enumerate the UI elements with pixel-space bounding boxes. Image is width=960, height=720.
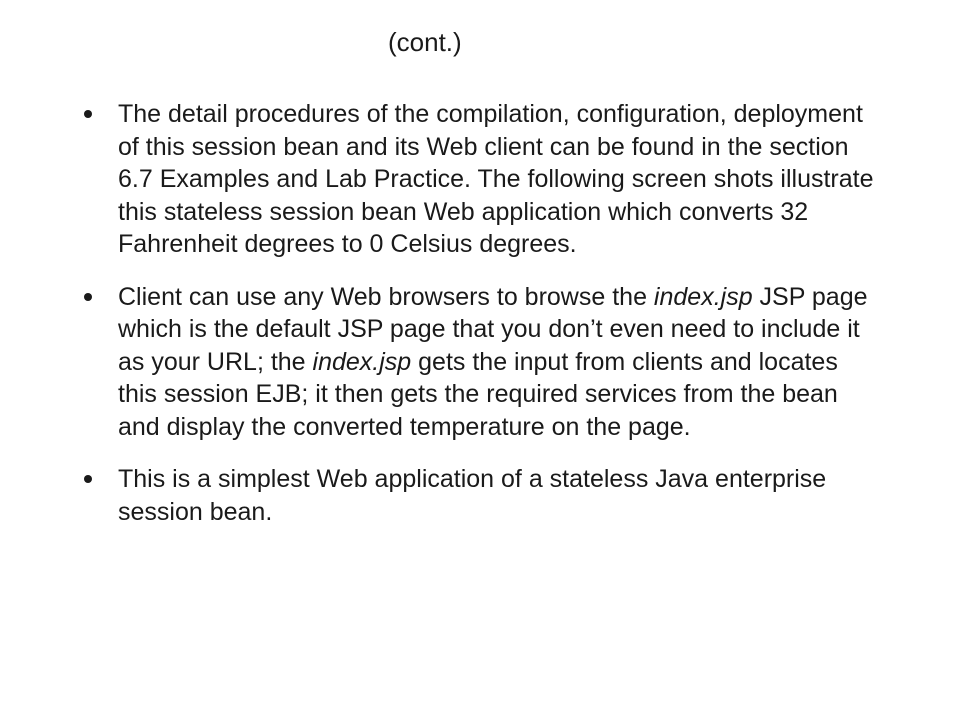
bullet-item-1 (84, 98, 874, 261)
slide-title: (cont.) (388, 27, 462, 57)
filename-italic: index.jsp (653, 282, 753, 311)
bullet-item-2 (84, 281, 874, 444)
bullet-text-segment: gets the input from clients and locates this session EJB; it then gets the required services from the bean and display the converted temperature on the page. (118, 347, 838, 441)
bullet-text-1 (118, 98, 874, 261)
bullet-item-3 (84, 463, 874, 528)
bullet-list (84, 98, 874, 548)
bullet-text-3 (118, 463, 874, 528)
bullet-text-segment: Client can use any Web browsers to browse the (118, 282, 654, 311)
bullet-dot-icon (84, 293, 92, 301)
filename-italic: index.jsp (312, 347, 412, 376)
bullet-text-segment: JSP page which is the default JSP page that you don’t even need to include it as your URL; the (118, 282, 868, 376)
bullet-text-2 (118, 281, 874, 444)
bullet-dot-icon (84, 110, 92, 118)
bullet-text-segment: The detail procedures of the compilation, configuration, deployment of this session bean and its Web client can be found in the section 6.7 Examples and Lab Practice. The following screen shots illustrate this stateless session bean Web application which converts 32 Fahrenheit degrees to 0 Celsius degrees. (118, 100, 874, 258)
bullet-dot-icon (84, 475, 92, 483)
bullet-text-segment: This is a simplest Web application of a stateless Java enterprise session bean. (118, 465, 827, 526)
